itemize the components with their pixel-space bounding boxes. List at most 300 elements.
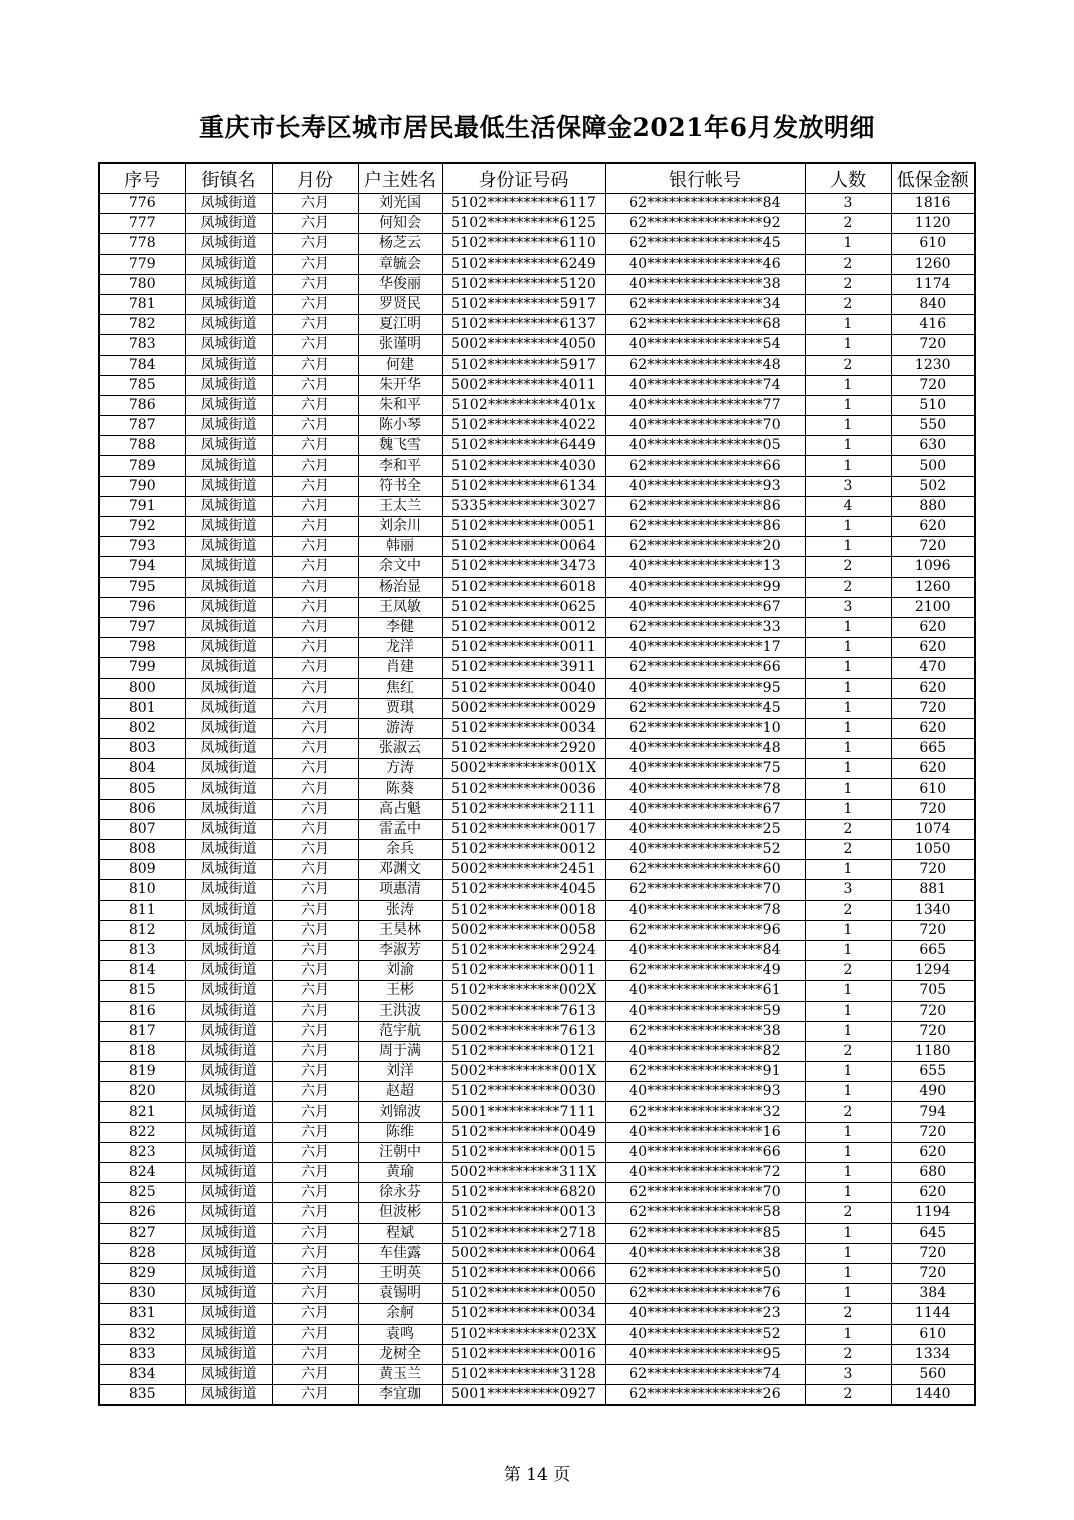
cell-bank-account: 62****************66 xyxy=(605,456,805,476)
cell-street: 凤城街道 xyxy=(185,1163,272,1183)
cell-id-number: 5102**********6134 xyxy=(442,476,605,496)
cell-amount: 620 xyxy=(891,617,975,637)
cell-householder: 焦红 xyxy=(358,678,442,698)
cell-people-count: 2 xyxy=(805,1304,891,1324)
cell-month: 六月 xyxy=(272,1142,358,1162)
cell-id-number: 5102**********2111 xyxy=(442,799,605,819)
cell-street: 凤城街道 xyxy=(185,1324,272,1344)
cell-people-count: 1 xyxy=(805,1062,891,1082)
cell-householder: 李淑芳 xyxy=(358,940,442,960)
cell-id-number: 5102**********0018 xyxy=(442,900,605,920)
cell-index: 823 xyxy=(99,1142,185,1162)
cell-people-count: 4 xyxy=(805,496,891,516)
cell-id-number: 5335**********3027 xyxy=(442,496,605,516)
cell-id-number: 5102**********401x xyxy=(442,395,605,415)
cell-index: 810 xyxy=(99,880,185,900)
cell-amount: 550 xyxy=(891,416,975,436)
cell-street: 凤城街道 xyxy=(185,961,272,981)
cell-bank-account: 40****************38 xyxy=(605,1243,805,1263)
cell-amount: 500 xyxy=(891,456,975,476)
cell-bank-account: 62****************68 xyxy=(605,315,805,335)
table-row xyxy=(99,779,975,799)
cell-month: 六月 xyxy=(272,1001,358,1021)
cell-month: 六月 xyxy=(272,920,358,940)
cell-householder: 范宇航 xyxy=(358,1021,442,1041)
column-header-amount: 低保金额 xyxy=(891,163,975,194)
cell-people-count: 2 xyxy=(805,557,891,577)
table-row xyxy=(99,940,975,960)
table-row xyxy=(99,739,975,759)
cell-index: 808 xyxy=(99,840,185,860)
cell-street: 凤城街道 xyxy=(185,577,272,597)
table-row xyxy=(99,214,975,234)
cell-people-count: 1 xyxy=(805,920,891,940)
cell-bank-account: 40****************52 xyxy=(605,1324,805,1344)
cell-id-number: 5102**********3128 xyxy=(442,1364,605,1384)
cell-householder: 刘洋 xyxy=(358,1062,442,1082)
cell-householder: 魏飞雪 xyxy=(358,436,442,456)
cell-index: 786 xyxy=(99,395,185,415)
cell-month: 六月 xyxy=(272,1102,358,1122)
cell-bank-account: 62****************76 xyxy=(605,1284,805,1304)
cell-id-number: 5102**********0064 xyxy=(442,537,605,557)
cell-id-number: 5002**********001X xyxy=(442,759,605,779)
cell-bank-account: 40****************13 xyxy=(605,557,805,577)
cell-amount: 720 xyxy=(891,799,975,819)
cell-index: 777 xyxy=(99,214,185,234)
cell-bank-account: 62****************50 xyxy=(605,1263,805,1283)
cell-people-count: 3 xyxy=(805,880,891,900)
cell-id-number: 5102**********6117 xyxy=(442,194,605,214)
cell-street: 凤城街道 xyxy=(185,1183,272,1203)
cell-bank-account: 62****************74 xyxy=(605,1364,805,1384)
cell-bank-account: 62****************32 xyxy=(605,1102,805,1122)
cell-people-count: 1 xyxy=(805,1263,891,1283)
cell-bank-account: 62****************96 xyxy=(605,920,805,940)
cell-bank-account: 40****************95 xyxy=(605,678,805,698)
cell-index: 826 xyxy=(99,1203,185,1223)
cell-people-count: 1 xyxy=(805,617,891,637)
cell-people-count: 2 xyxy=(805,294,891,314)
cell-index: 787 xyxy=(99,416,185,436)
cell-index: 835 xyxy=(99,1385,185,1406)
cell-amount: 620 xyxy=(891,718,975,738)
table-row xyxy=(99,961,975,981)
cell-amount: 384 xyxy=(891,1284,975,1304)
cell-people-count: 2 xyxy=(805,900,891,920)
cell-street: 凤城街道 xyxy=(185,779,272,799)
table-row xyxy=(99,1304,975,1324)
table-row xyxy=(99,557,975,577)
cell-householder: 何知会 xyxy=(358,214,442,234)
table-row xyxy=(99,920,975,940)
cell-people-count: 1 xyxy=(805,537,891,557)
cell-householder: 龙树全 xyxy=(358,1344,442,1364)
cell-month: 六月 xyxy=(272,335,358,355)
cell-bank-account: 62****************26 xyxy=(605,1385,805,1406)
cell-bank-account: 62****************70 xyxy=(605,1183,805,1203)
cell-street: 凤城街道 xyxy=(185,698,272,718)
cell-people-count: 1 xyxy=(805,739,891,759)
cell-amount: 720 xyxy=(891,1243,975,1263)
table-row xyxy=(99,1385,975,1406)
cell-index: 781 xyxy=(99,294,185,314)
cell-id-number: 5102**********4030 xyxy=(442,456,605,476)
cell-street: 凤城街道 xyxy=(185,537,272,557)
cell-index: 813 xyxy=(99,940,185,960)
cell-id-number: 5102**********0034 xyxy=(442,718,605,738)
cell-amount: 1294 xyxy=(891,961,975,981)
cell-street: 凤城街道 xyxy=(185,274,272,294)
table-row xyxy=(99,1142,975,1162)
cell-householder: 陈维 xyxy=(358,1122,442,1142)
cell-index: 832 xyxy=(99,1324,185,1344)
cell-amount: 720 xyxy=(891,1001,975,1021)
cell-id-number: 5102**********5120 xyxy=(442,274,605,294)
cell-bank-account: 40****************46 xyxy=(605,254,805,274)
cell-people-count: 1 xyxy=(805,1223,891,1243)
cell-street: 凤城街道 xyxy=(185,1284,272,1304)
cell-amount: 720 xyxy=(891,335,975,355)
cell-index: 829 xyxy=(99,1263,185,1283)
table-row xyxy=(99,1324,975,1344)
cell-amount: 620 xyxy=(891,1142,975,1162)
cell-people-count: 2 xyxy=(805,1041,891,1061)
cell-householder: 陈小琴 xyxy=(358,416,442,436)
cell-index: 798 xyxy=(99,638,185,658)
cell-householder: 黄玉兰 xyxy=(358,1364,442,1384)
cell-id-number: 5102**********0051 xyxy=(442,517,605,537)
cell-id-number: 5102**********5917 xyxy=(442,294,605,314)
cell-bank-account: 40****************66 xyxy=(605,1142,805,1162)
cell-month: 六月 xyxy=(272,416,358,436)
cell-month: 六月 xyxy=(272,638,358,658)
table-header-row xyxy=(99,163,975,194)
cell-people-count: 1 xyxy=(805,799,891,819)
cell-id-number: 5102**********6449 xyxy=(442,436,605,456)
cell-id-number: 5102**********2924 xyxy=(442,940,605,960)
table-row xyxy=(99,476,975,496)
cell-amount: 1260 xyxy=(891,254,975,274)
table-row xyxy=(99,537,975,557)
cell-id-number: 5102**********0049 xyxy=(442,1122,605,1142)
cell-bank-account: 62****************38 xyxy=(605,1021,805,1041)
cell-people-count: 1 xyxy=(805,436,891,456)
cell-street: 凤城街道 xyxy=(185,1203,272,1223)
cell-householder: 游涛 xyxy=(358,718,442,738)
cell-householder: 车佳露 xyxy=(358,1243,442,1263)
cell-householder: 张淑云 xyxy=(358,739,442,759)
table-row xyxy=(99,658,975,678)
cell-householder: 程斌 xyxy=(358,1223,442,1243)
cell-index: 818 xyxy=(99,1041,185,1061)
cell-index: 804 xyxy=(99,759,185,779)
cell-index: 780 xyxy=(99,274,185,294)
cell-month: 六月 xyxy=(272,1304,358,1324)
cell-index: 791 xyxy=(99,496,185,516)
cell-id-number: 5002**********0029 xyxy=(442,698,605,718)
cell-month: 六月 xyxy=(272,1284,358,1304)
cell-index: 806 xyxy=(99,799,185,819)
cell-people-count: 1 xyxy=(805,1324,891,1344)
cell-people-count: 3 xyxy=(805,476,891,496)
cell-people-count: 2 xyxy=(805,961,891,981)
page-title: 重庆市长寿区城市居民最低生活保障金2021年6月发放明细 xyxy=(199,113,875,142)
cell-people-count: 2 xyxy=(805,254,891,274)
cell-householder: 王彬 xyxy=(358,981,442,1001)
cell-street: 凤城街道 xyxy=(185,880,272,900)
cell-street: 凤城街道 xyxy=(185,395,272,415)
cell-id-number: 5102**********3473 xyxy=(442,557,605,577)
cell-id-number: 5102**********0013 xyxy=(442,1203,605,1223)
cell-people-count: 1 xyxy=(805,678,891,698)
cell-index: 828 xyxy=(99,1243,185,1263)
cell-street: 凤城街道 xyxy=(185,678,272,698)
cell-index: 801 xyxy=(99,698,185,718)
cell-index: 785 xyxy=(99,375,185,395)
cell-id-number: 5102**********6018 xyxy=(442,577,605,597)
table-row xyxy=(99,840,975,860)
cell-street: 凤城街道 xyxy=(185,1304,272,1324)
cell-bank-account: 40****************17 xyxy=(605,638,805,658)
table-row xyxy=(99,900,975,920)
cell-bank-account: 62****************66 xyxy=(605,658,805,678)
table-row xyxy=(99,759,975,779)
cell-people-count: 1 xyxy=(805,1021,891,1041)
cell-people-count: 1 xyxy=(805,860,891,880)
cell-street: 凤城街道 xyxy=(185,1142,272,1162)
cell-amount: 645 xyxy=(891,1223,975,1243)
cell-street: 凤城街道 xyxy=(185,1122,272,1142)
cell-bank-account: 40****************75 xyxy=(605,759,805,779)
column-header-index: 序号 xyxy=(99,163,185,194)
cell-bank-account: 40****************61 xyxy=(605,981,805,1001)
cell-bank-account: 62****************60 xyxy=(605,860,805,880)
cell-index: 807 xyxy=(99,819,185,839)
table-row xyxy=(99,456,975,476)
table-row xyxy=(99,496,975,516)
cell-month: 六月 xyxy=(272,517,358,537)
cell-index: 816 xyxy=(99,1001,185,1021)
cell-householder: 贾琪 xyxy=(358,698,442,718)
table-row xyxy=(99,577,975,597)
cell-people-count: 1 xyxy=(805,981,891,1001)
cell-people-count: 1 xyxy=(805,1142,891,1162)
cell-month: 六月 xyxy=(272,537,358,557)
cell-amount: 490 xyxy=(891,1082,975,1102)
cell-amount: 620 xyxy=(891,759,975,779)
page-number: 第 14 页 xyxy=(503,1465,571,1485)
table-row xyxy=(99,617,975,637)
table-body xyxy=(99,194,975,1406)
cell-month: 六月 xyxy=(272,658,358,678)
cell-month: 六月 xyxy=(272,940,358,960)
cell-month: 六月 xyxy=(272,1122,358,1142)
cell-bank-account: 62****************45 xyxy=(605,698,805,718)
cell-street: 凤城街道 xyxy=(185,557,272,577)
cell-amount: 1120 xyxy=(891,214,975,234)
cell-street: 凤城街道 xyxy=(185,981,272,1001)
cell-bank-account: 62****************20 xyxy=(605,537,805,557)
cell-street: 凤城街道 xyxy=(185,739,272,759)
cell-street: 凤城街道 xyxy=(185,799,272,819)
cell-id-number: 5102**********0050 xyxy=(442,1284,605,1304)
table-row xyxy=(99,981,975,1001)
cell-month: 六月 xyxy=(272,961,358,981)
cell-index: 793 xyxy=(99,537,185,557)
cell-street: 凤城街道 xyxy=(185,1062,272,1082)
cell-month: 六月 xyxy=(272,759,358,779)
cell-bank-account: 40****************16 xyxy=(605,1122,805,1142)
cell-householder: 章毓会 xyxy=(358,254,442,274)
cell-householder: 王凤敏 xyxy=(358,597,442,617)
cell-month: 六月 xyxy=(272,315,358,335)
cell-bank-account: 62****************10 xyxy=(605,718,805,738)
cell-householder: 韩丽 xyxy=(358,537,442,557)
cell-householder: 高占魁 xyxy=(358,799,442,819)
cell-householder: 符书全 xyxy=(358,476,442,496)
cell-id-number: 5102**********6125 xyxy=(442,214,605,234)
cell-people-count: 2 xyxy=(805,1385,891,1406)
cell-month: 六月 xyxy=(272,1183,358,1203)
cell-index: 800 xyxy=(99,678,185,698)
table-row xyxy=(99,416,975,436)
cell-id-number: 5001**********0927 xyxy=(442,1385,605,1406)
cell-householder: 袁鸣 xyxy=(358,1324,442,1344)
cell-index: 782 xyxy=(99,315,185,335)
table-row xyxy=(99,1021,975,1041)
cell-month: 六月 xyxy=(272,617,358,637)
cell-street: 凤城街道 xyxy=(185,658,272,678)
cell-amount: 1440 xyxy=(891,1385,975,1406)
cell-street: 凤城街道 xyxy=(185,900,272,920)
cell-householder: 王洪波 xyxy=(358,1001,442,1021)
cell-street: 凤城街道 xyxy=(185,1385,272,1406)
cell-amount: 630 xyxy=(891,436,975,456)
cell-id-number: 5102**********0011 xyxy=(442,638,605,658)
cell-id-number: 5102**********0012 xyxy=(442,617,605,637)
cell-index: 830 xyxy=(99,1284,185,1304)
cell-month: 六月 xyxy=(272,496,358,516)
cell-street: 凤城街道 xyxy=(185,1102,272,1122)
cell-bank-account: 62****************86 xyxy=(605,496,805,516)
cell-index: 820 xyxy=(99,1082,185,1102)
cell-amount: 720 xyxy=(891,537,975,557)
cell-people-count: 2 xyxy=(805,355,891,375)
cell-people-count: 1 xyxy=(805,718,891,738)
cell-amount: 1050 xyxy=(891,840,975,860)
cell-id-number: 5002**********7613 xyxy=(442,1021,605,1041)
cell-people-count: 2 xyxy=(805,214,891,234)
cell-bank-account: 40****************77 xyxy=(605,395,805,415)
cell-householder: 雷孟中 xyxy=(358,819,442,839)
cell-index: 825 xyxy=(99,1183,185,1203)
table-row xyxy=(99,234,975,254)
cell-bank-account: 40****************23 xyxy=(605,1304,805,1324)
cell-month: 六月 xyxy=(272,1163,358,1183)
table-row xyxy=(99,1062,975,1082)
cell-amount: 720 xyxy=(891,698,975,718)
cell-month: 六月 xyxy=(272,1344,358,1364)
table-row xyxy=(99,294,975,314)
cell-people-count: 1 xyxy=(805,416,891,436)
cell-amount: 610 xyxy=(891,779,975,799)
cell-month: 六月 xyxy=(272,254,358,274)
cell-id-number: 5102**********0121 xyxy=(442,1041,605,1061)
cell-bank-account: 62****************92 xyxy=(605,214,805,234)
cell-people-count: 1 xyxy=(805,638,891,658)
table-row xyxy=(99,1183,975,1203)
cell-month: 六月 xyxy=(272,375,358,395)
cell-people-count: 1 xyxy=(805,658,891,678)
cell-index: 805 xyxy=(99,779,185,799)
cell-street: 凤城街道 xyxy=(185,355,272,375)
cell-index: 789 xyxy=(99,456,185,476)
cell-index: 796 xyxy=(99,597,185,617)
cell-id-number: 5102**********4045 xyxy=(442,880,605,900)
cell-people-count: 1 xyxy=(805,1001,891,1021)
cell-street: 凤城街道 xyxy=(185,1243,272,1263)
cell-index: 817 xyxy=(99,1021,185,1041)
cell-householder: 华俊丽 xyxy=(358,274,442,294)
cell-street: 凤城街道 xyxy=(185,335,272,355)
cell-householder: 杨治显 xyxy=(358,577,442,597)
cell-people-count: 2 xyxy=(805,1344,891,1364)
table-row xyxy=(99,355,975,375)
cell-householder: 余兵 xyxy=(358,840,442,860)
cell-bank-account: 62****************91 xyxy=(605,1062,805,1082)
cell-people-count: 3 xyxy=(805,597,891,617)
cell-id-number: 5102**********002X xyxy=(442,981,605,1001)
cell-id-number: 5102**********0066 xyxy=(442,1263,605,1283)
cell-bank-account: 40****************38 xyxy=(605,274,805,294)
cell-householder: 余舸 xyxy=(358,1304,442,1324)
column-header-street: 街镇名 xyxy=(185,163,272,194)
cell-amount: 610 xyxy=(891,1324,975,1344)
cell-householder: 李健 xyxy=(358,617,442,637)
cell-street: 凤城街道 xyxy=(185,1041,272,1061)
cell-bank-account: 40****************52 xyxy=(605,840,805,860)
cell-id-number: 5102**********0034 xyxy=(442,1304,605,1324)
cell-month: 六月 xyxy=(272,739,358,759)
cell-month: 六月 xyxy=(272,456,358,476)
table-row xyxy=(99,1284,975,1304)
cell-amount: 1334 xyxy=(891,1344,975,1364)
cell-amount: 720 xyxy=(891,1263,975,1283)
cell-id-number: 5102**********0015 xyxy=(442,1142,605,1162)
cell-street: 凤城街道 xyxy=(185,294,272,314)
cell-month: 六月 xyxy=(272,678,358,698)
cell-month: 六月 xyxy=(272,1263,358,1283)
cell-month: 六月 xyxy=(272,194,358,214)
cell-street: 凤城街道 xyxy=(185,1223,272,1243)
cell-bank-account: 40****************59 xyxy=(605,1001,805,1021)
table-row xyxy=(99,1001,975,1021)
cell-householder: 龙洋 xyxy=(358,638,442,658)
cell-bank-account: 40****************78 xyxy=(605,779,805,799)
cell-id-number: 5102**********0030 xyxy=(442,1082,605,1102)
cell-id-number: 5102**********2920 xyxy=(442,739,605,759)
cell-id-number: 5102**********6249 xyxy=(442,254,605,274)
cell-people-count: 2 xyxy=(805,577,891,597)
cell-id-number: 5002**********0058 xyxy=(442,920,605,940)
cell-street: 凤城街道 xyxy=(185,476,272,496)
cell-amount: 1174 xyxy=(891,274,975,294)
cell-street: 凤城街道 xyxy=(185,840,272,860)
cell-id-number: 5102**********2718 xyxy=(442,1223,605,1243)
table-row xyxy=(99,799,975,819)
cell-id-number: 5102**********6137 xyxy=(442,315,605,335)
